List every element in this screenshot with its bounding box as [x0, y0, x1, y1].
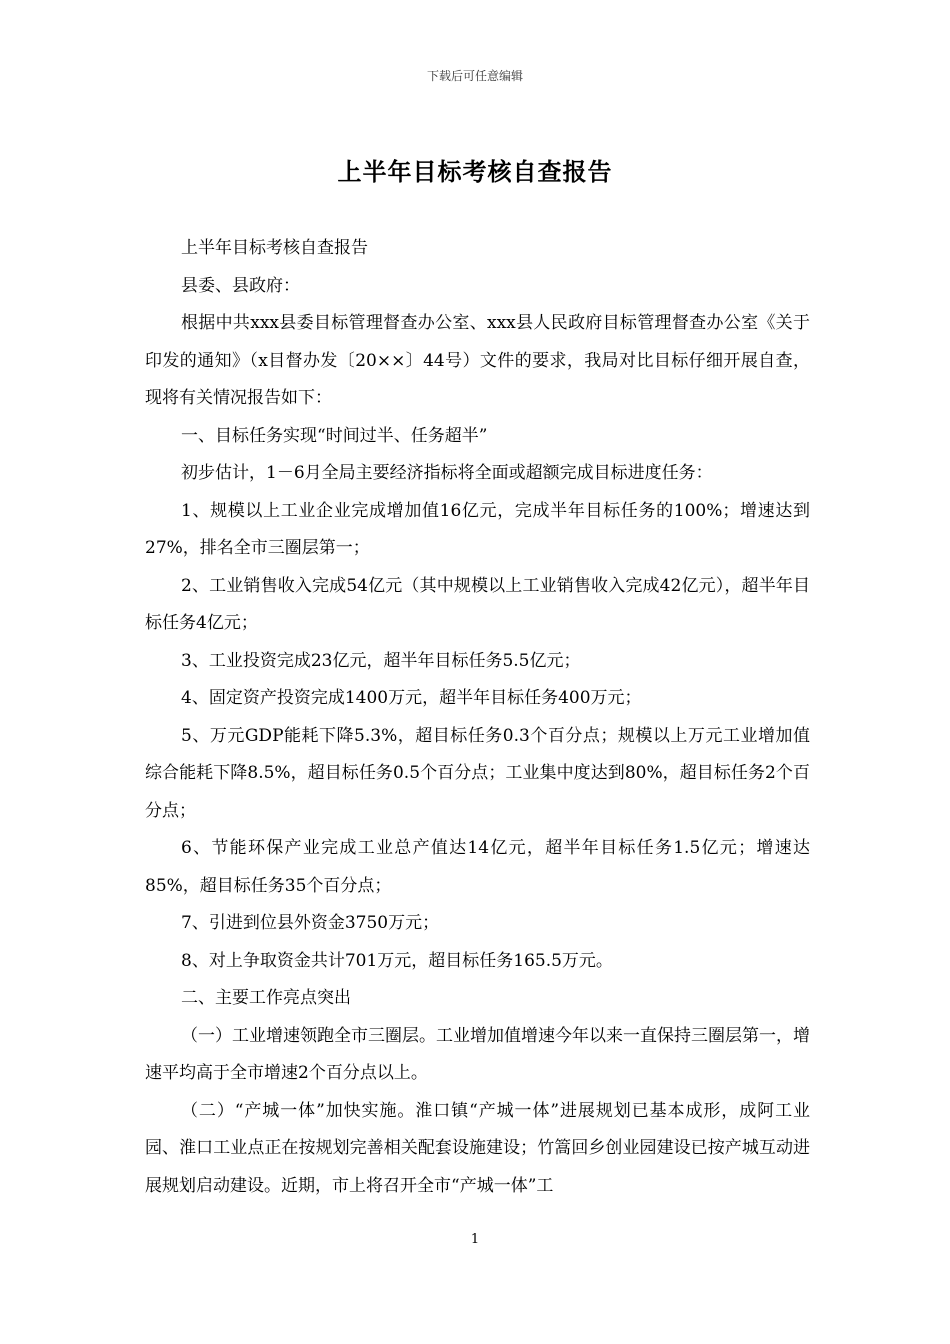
- list-item: 4、固定资产投资完成1400万元，超半年目标任务400万元；: [181, 688, 642, 708]
- document-body: [145, 230, 810, 1205]
- document-title: 上半年目标考核自查报告: [337, 157, 613, 186]
- list-item: 6、节能环保产业完成工业总产值达14亿元，超半年目标任务1.5亿元；增速达85%，超目标任务35个百分点；: [145, 838, 810, 896]
- section-heading-1: 一、目标任务实现“时间过半、任务超半”: [181, 425, 488, 446]
- paragraph-estimate: 初步估计，1－6月全局主要经济指标将全面或超额完成目标进度任务：: [181, 463, 713, 483]
- paragraph-intro: 根据中共xxx县委目标管理督查办公室、xxx县人民政府目标管理督查办公室《关于印发的通知》（x目督办发〔20××〕44号）文件的要求，我局对比目标仔细开展自查，现将有关情况报告如下：: [145, 313, 810, 408]
- paragraph-addressee: 县委、县政府：: [181, 275, 300, 296]
- section-heading-2: 二、主要工作亮点突出: [181, 988, 351, 1008]
- page-number: 1: [470, 1232, 480, 1247]
- list-item: 2、工业销售收入完成54亿元（其中规模以上工业销售收入完成42亿元），超半年目标任务4亿元；: [145, 575, 810, 633]
- list-item: 8、对上争取资金共计701万元，超目标任务165.5万元。: [181, 950, 613, 971]
- header-note: 下载后可任意编辑: [426, 69, 523, 83]
- list-item: 7、引进到位县外资金3750万元；: [181, 913, 440, 933]
- list-item: 1、规模以上工业企业完成增加值16亿元，完成半年目标任务的100%；增速达到27%，排名全市三圈层第一；: [145, 500, 810, 558]
- list-item: 3、工业投资完成23亿元，超半年目标任务5.5亿元；: [181, 650, 581, 671]
- list-item: 5、万元GDP能耗下降5.3%，超目标任务0.3个百分点；规模以上万元工业增加值综合能耗下降8.5%，超目标任务0.5个百分点；工业集中度达到80%，超目标任务2个百分点；: [145, 725, 810, 821]
- subsection-paragraph: （一）工业增速领跑全市三圈层。工业增加值增速今年以来一直保持三圈层第一，增速平均高于全市增速2个百分点以上。: [145, 1025, 810, 1083]
- subsection-paragraph: （二）“产城一体”加快实施。淮口镇“产城一体”进展规划已基本成形，成阿工业园、淮口工业点正在按规划完善相关配套设施建设；竹篙回乡创业园建设已按产城互动进展规划启动建设。近期，市上将召开全市“产城一体”工: [145, 1100, 810, 1196]
- paragraph-subtitle: 上半年目标考核自查报告: [181, 238, 368, 258]
